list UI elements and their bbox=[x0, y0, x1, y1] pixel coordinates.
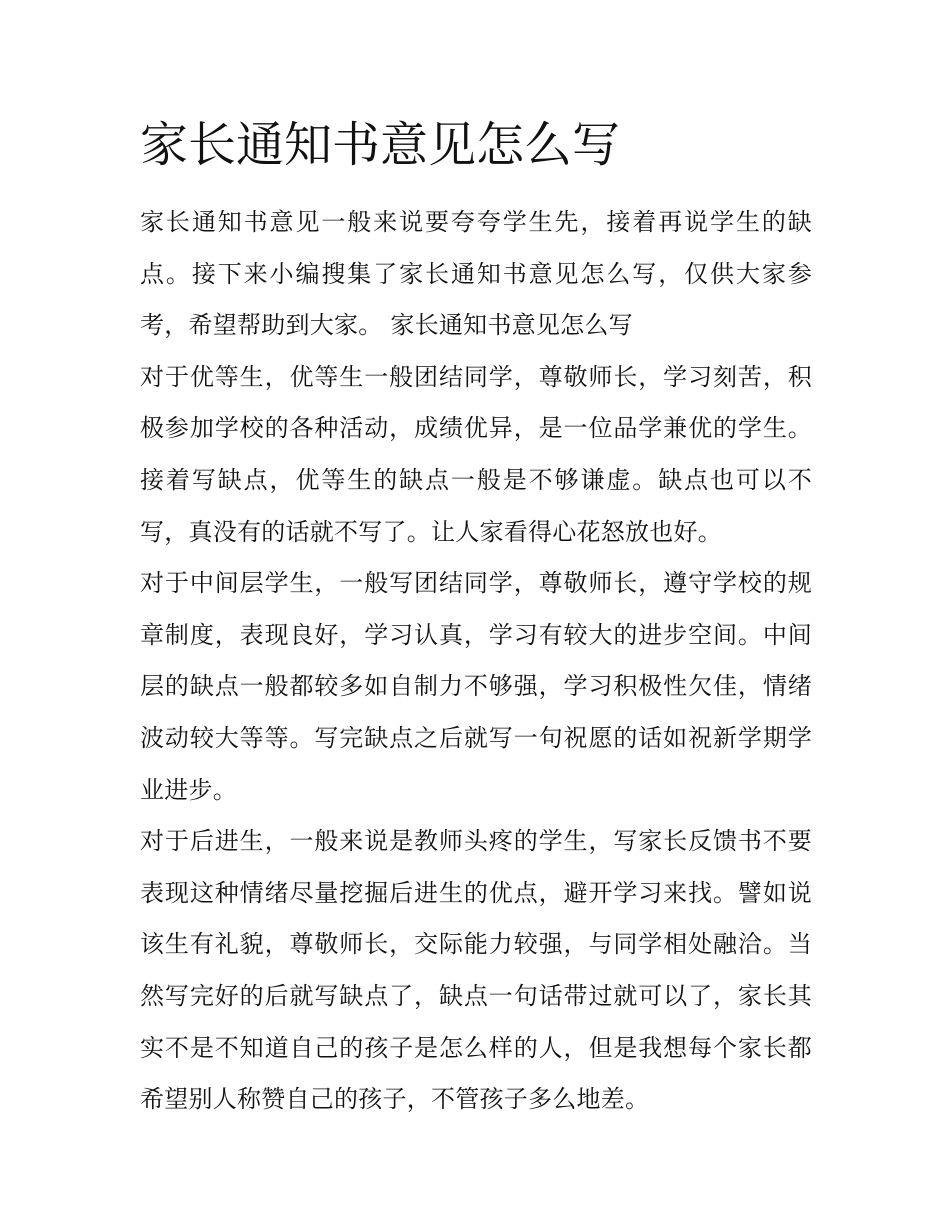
paragraph-struggling-students: 对于后进生，一般来说是教师头疼的学生，写家长反馈书不要表现这种情绪尽量挖掘后进生的优点，避开学习来找。譬如说该生有礼貌，尊敬师长，交际能力较强，与同学相处融洽。当然写完好的后就写缺点了，缺点一句话带过就可以了，家长其实不是不知道自己的孩子是怎么样的人，但是我想每个家长都希望别人称赞自己的孩子，不管孩子多么地差。 bbox=[140, 827, 812, 1114]
paragraph-top-students: 对于优等生，优等生一般团结同学，尊敬师长，学习刻苦，积极参加学校的各种活动，成绩优异，是一位品学兼优的学生。接着写缺点，优等生的缺点一般是不够谦虚。缺点也可以不写，真没有的话就不写了。让人家看得心花怒放也好。 bbox=[140, 362, 812, 546]
paragraph-intro: 家长通知书意见一般来说要夸夸学生先，接着再说学生的缺点。接下来小编搜集了家长通知书意见怎么写，仅供大家参考，希望帮助到大家。 家长通知书意见怎么写 bbox=[140, 208, 812, 340]
document-title: 家长通知书意见怎么写 bbox=[140, 117, 621, 173]
document-body bbox=[140, 197, 812, 1126]
paragraph-middle-students: 对于中间层学生，一般写团结同学，尊敬师长，遵守学校的规章制度，表现良好，学习认真，学习有较大的进步空间。中间层的缺点一般都较多如自制力不够强，学习积极性欠佳，情绪波动较大等等。写完缺点之后就写一句祝愿的话如祝新学期学业进步。 bbox=[140, 569, 812, 804]
